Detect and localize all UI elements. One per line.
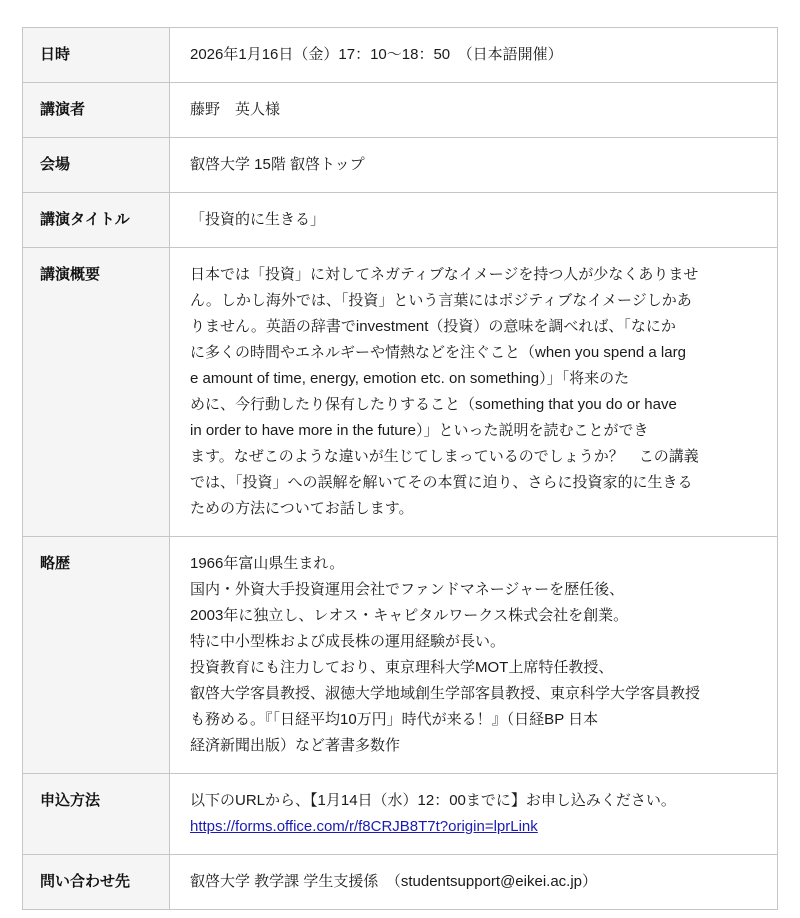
row-value-cell	[170, 248, 778, 537]
value-line: も務める。『「日経平均10万円」時代が来る！』（日経BP 日本	[190, 711, 599, 728]
row-value-cell	[170, 83, 778, 138]
value-line: 2026年1月16日（金）17：10〜18：50 （日本語開催）	[190, 46, 563, 63]
table-row-venue	[23, 138, 778, 193]
row-label: 問い合わせ先	[23, 855, 170, 910]
row-value-cell	[170, 138, 778, 193]
row-value-cell	[170, 28, 778, 83]
table-row-contact	[23, 855, 778, 910]
value-line: ん。しかし海外では、「投資」という言葉にはポジティブなイメージしかあ	[190, 292, 692, 309]
value-line: 2003年に独立し、レオス・キャピタルワークス株式会社を創業。	[190, 607, 629, 624]
row-value-cell	[170, 855, 778, 910]
value-line: では、「投資」への誤解を解いてその本質に迫り、さらに投資家的に生きる	[190, 474, 693, 491]
value-line: 特に中小型株および成長株の運用経験が長い。	[190, 633, 506, 650]
event-info-table	[22, 27, 778, 910]
row-label: 講演タイトル	[23, 193, 170, 248]
value-line: りません。英語の辞書でinvestment（投資）の意味を調べれば、「なにか	[190, 318, 676, 335]
table-row-speaker	[23, 83, 778, 138]
value-line: に多くの時間やエネルギーや情熱などを注ぐこと（when you spend a larg	[190, 344, 686, 361]
row-label: 講演概要	[23, 248, 170, 537]
event-info-panel	[22, 27, 778, 910]
value-line: 1966年富山県生まれ。	[190, 555, 345, 572]
value-line: 国内・外資大手投資運用会社でファンドマネージャーを歴任後、	[190, 581, 625, 598]
table-row-application	[23, 774, 778, 855]
row-value-cell	[170, 774, 778, 855]
value-line: 叡啓大学客員教授、淑徳大学地域創生学部客員教授、東京科学大学客員教授	[190, 685, 701, 702]
table-row-lecture-summary	[23, 248, 778, 537]
value-line: ます。なぜこのような違いが生じてしまっているのでしょうか？ この講義	[190, 448, 699, 465]
row-value-cell	[170, 193, 778, 248]
table-row-biography	[23, 537, 778, 774]
row-label: 申込方法	[23, 774, 170, 855]
row-label: 講演者	[23, 83, 170, 138]
link-line	[190, 814, 763, 840]
table-row-datetime	[23, 28, 778, 83]
value-line: めに、今行動したり保有したりすること（something that you do or have	[190, 396, 677, 413]
row-label: 日時	[23, 28, 170, 83]
row-label: 会場	[23, 138, 170, 193]
value-line: ための方法についてお話します。	[190, 500, 414, 517]
value-line: 叡啓大学 教学課 学生支援係 （studentsupport@eikei.ac.jp）	[190, 873, 598, 890]
value-line: 以下のURLから、【1月14日（水）12：00までに】お申し込みください。	[190, 792, 676, 809]
value-line: e amount of time, energy, emotion etc. on something）」「将来のた	[190, 370, 630, 387]
value-line: in order to have more in the future）」といった説明を読むことができ	[190, 422, 649, 439]
value-line: 藤野 英人様	[190, 101, 281, 118]
row-value-cell	[170, 537, 778, 774]
value-line: 叡啓大学 15階 叡啓トップ	[190, 156, 365, 173]
value-line: 「投資的に生きる」	[190, 211, 326, 228]
value-line: 日本では「投資」に対してネガティブなイメージを持つ人が少なくありませ	[190, 266, 699, 283]
value-line: 経済新聞出版）など著書多数作	[190, 737, 401, 754]
event-table-body	[23, 28, 778, 910]
table-row-lecture-title	[23, 193, 778, 248]
value-line: 投資教育にも注力しており、東京理科大学MOT上席特任教授、	[190, 659, 614, 676]
row-label: 略歴	[23, 537, 170, 774]
application-form-link[interactable]: https://forms.office.com/r/f8CRJB8T7t?origin=lprLink	[190, 818, 538, 835]
